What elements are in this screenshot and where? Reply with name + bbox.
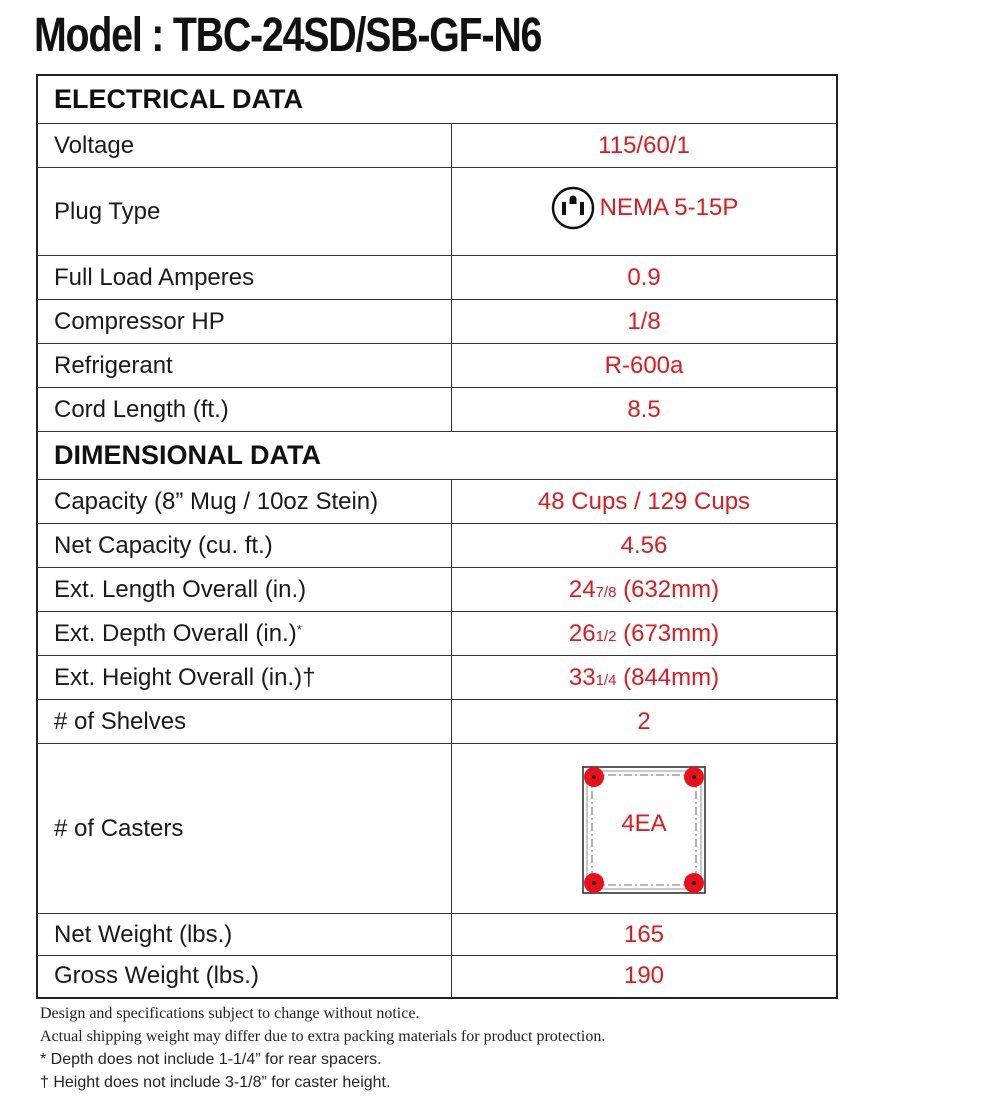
height-whole: 33 [568, 663, 596, 691]
length-metric: (632mm) [616, 575, 720, 603]
casters-value: 4EA [621, 810, 667, 837]
section-header-electrical [37, 75, 837, 124]
net-capacity-label: Net Capacity (cu. ft.) [37, 524, 452, 568]
net-capacity-value: 4.56 [452, 524, 838, 568]
length-fraction: 7/8 [595, 583, 617, 601]
plug-type-cell [452, 168, 838, 256]
refrigerant-value: R-600a [452, 344, 838, 388]
casters-cell [452, 744, 838, 914]
height-value [452, 656, 838, 700]
dimensional-header: DIMENSIONAL DATA [37, 432, 837, 480]
page-title: Model : TBC-24SD/SB-GF-N6 [34, 9, 542, 62]
nema-plug-icon [550, 185, 596, 231]
note-line: † Height does not include 3-1/8” for caster height. [40, 1074, 391, 1091]
note-line: * Depth does not include 1-1/4” for rear spacers. [40, 1051, 382, 1068]
table-row [37, 656, 837, 700]
table-row [37, 612, 837, 656]
length-label: Ext. Length Overall (in.) [37, 568, 452, 612]
depth-whole: 26 [568, 619, 596, 647]
spec-table [36, 74, 838, 999]
note-line: Actual shipping weight may differ due to extra packing materials for product protection. [40, 1028, 606, 1045]
height-label-cell [37, 656, 452, 700]
table-row [37, 388, 837, 432]
electrical-header: ELECTRICAL DATA [37, 75, 837, 124]
amps-label: Full Load Amperes [37, 256, 452, 300]
amps-value: 0.9 [452, 256, 838, 300]
footnotes [40, 1002, 940, 1094]
height-fraction: 1/4 [595, 671, 617, 689]
depth-label-cell [37, 612, 452, 656]
capacity-label: Capacity (8” Mug / 10oz Stein) [37, 480, 452, 524]
refrigerant-label: Refrigerant [37, 344, 452, 388]
height-label: Ext. Height Overall (in.) [54, 663, 303, 691]
table-row [37, 480, 837, 524]
gross-weight-value: 190 [452, 956, 838, 998]
depth-metric: (673mm) [616, 619, 720, 647]
depth-footnote-mark: * [296, 621, 302, 637]
voltage-value: 115/60/1 [452, 124, 838, 168]
plug-type-label: Plug Type [37, 168, 452, 256]
gross-weight-label: Gross Weight (lbs.) [37, 956, 452, 998]
shelves-value: 2 [452, 700, 838, 744]
height-footnote-mark: † [302, 663, 316, 691]
cord-length-label: Cord Length (ft.) [37, 388, 452, 432]
table-row [37, 956, 837, 998]
casters-label: # of Casters [37, 744, 452, 914]
compressor-hp-label: Compressor HP [37, 300, 452, 344]
cord-length-value: 8.5 [452, 388, 838, 432]
capacity-value: 48 Cups / 129 Cups [452, 480, 838, 524]
plug-type-value: NEMA 5-15P [599, 194, 739, 221]
length-whole: 24 [568, 575, 596, 603]
table-row [37, 914, 837, 956]
length-value [452, 568, 838, 612]
voltage-label: Voltage [37, 124, 452, 168]
table-row [37, 524, 837, 568]
shelves-label: # of Shelves [37, 700, 452, 744]
depth-value [452, 612, 838, 656]
depth-label: Ext. Depth Overall (in.) [54, 619, 297, 647]
table-row [37, 568, 837, 612]
note-line: Design and specifications subject to change without notice. [40, 1005, 420, 1022]
net-weight-value: 165 [452, 914, 838, 956]
table-row [37, 344, 837, 388]
depth-fraction: 1/2 [595, 627, 617, 645]
height-metric: (844mm) [616, 663, 720, 691]
table-row [37, 124, 837, 168]
table-row [37, 256, 837, 300]
net-weight-label: Net Weight (lbs.) [37, 914, 452, 956]
table-row [37, 700, 837, 744]
compressor-hp-value: 1/8 [452, 300, 838, 344]
table-row [37, 300, 837, 344]
section-header-dimensional [37, 432, 837, 480]
table-row [37, 744, 837, 914]
table-row [37, 168, 837, 256]
caster-diagram [574, 756, 714, 901]
